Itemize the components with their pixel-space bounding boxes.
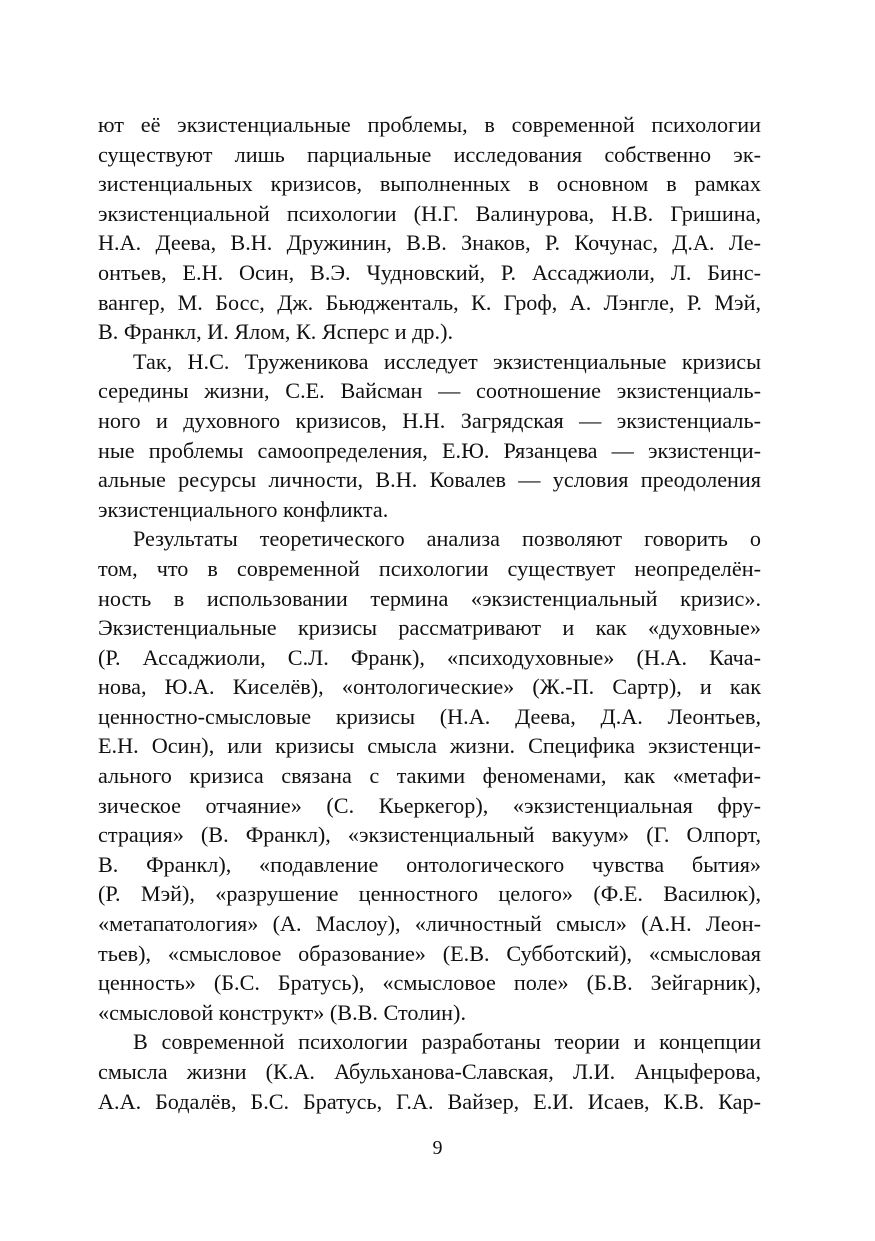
text-line: Результаты теоретического анализа позволяют говорить о xyxy=(133,526,761,552)
text-line: вангер, М. Босс, Дж. Бьюдженталь, К. Гроф, А. Лэнгле, Р. Мэй, xyxy=(98,289,761,315)
text-line: (Р. Ассаджиоли, С.Л. Франк), «психодуховные» (Н.А. Кача- xyxy=(98,644,761,670)
text-line: экзистенциального конфликта. xyxy=(98,496,389,522)
text-line: онтьев, Е.Н. Осин, В.Э. Чудновский, Р. Ассаджиоли, Л. Бинс- xyxy=(98,259,761,285)
text-line: ного и духовного кризисов, Н.Н. Загрядская — экзистенциаль- xyxy=(98,407,761,433)
text-line: тьев), «смысловое образование» (Е.В. Субботский), «смысловая xyxy=(98,940,761,966)
text-line: Е.Н. Осин), или кризисы смысла жизни. Специфика экзистенци- xyxy=(98,733,761,759)
text-line: том, что в современной психологии существует неопределён- xyxy=(98,555,761,581)
text-line: ют её экзистенциальные проблемы, в современной психологии xyxy=(98,112,761,137)
text-line: Экзистенциальные кризисы рассматривают и как «духовные» xyxy=(98,615,761,641)
text-line: страция» (В. Франкл), «экзистенциальный вакуум» (Г. Олпорт, xyxy=(98,822,761,848)
paragraph-3 xyxy=(98,524,761,1027)
paragraph-4 xyxy=(98,1027,761,1116)
paragraph-1 xyxy=(98,110,761,347)
text-line: существуют лишь парциальные исследования собственно эк- xyxy=(98,141,761,167)
text-line: «смысловой конструкт» (В.В. Столин). xyxy=(98,999,466,1025)
text-line: зическое отчаяние» (С. Кьеркегор), «экзистенциальная фру- xyxy=(98,792,761,818)
text-line: ные проблемы самоопределения, Е.Ю. Рязанцева — экзистенци- xyxy=(98,437,761,463)
text-line: ность в использовании термина «экзистенциальный кризис». xyxy=(98,585,761,611)
page-body xyxy=(98,110,761,1116)
text-line: ценность» (Б.С. Братусь), «смысловое поле» (Б.В. Зейгарник), xyxy=(98,970,761,996)
paragraph-2 xyxy=(98,347,761,525)
text-line: зистенциальных кризисов, выполненных в основном в рамках xyxy=(98,171,761,197)
text-line: (Р. Мэй), «разрушение ценностного целого» (Ф.Е. Василюк), xyxy=(98,881,761,907)
text-line: смысла жизни (К.А. Абульханова-Славская, Л.И. Анцыферова, xyxy=(98,1059,761,1084)
text-line: «метапатология» (А. Маслоу), «личностный смысл» (А.Н. Леон- xyxy=(98,911,761,937)
text-line: экзистенциальной психологии (Н.Г. Валинурова, Н.В. Гришина, xyxy=(98,200,761,226)
text-line: альные ресурсы личности, В.Н. Ковалев — условия преодоления xyxy=(98,467,761,493)
page-number: 9 xyxy=(432,1137,443,1159)
text-line: Так, Н.С. Труженикова исследует экзистенциальные кризисы xyxy=(133,348,761,374)
text-line: В. Франкл, И. Ялом, К. Ясперс и др.). xyxy=(98,319,454,345)
text-line: нова, Ю.А. Киселёв), «онтологические» (Ж.-П. Сартр), и как xyxy=(98,674,761,700)
text-line: В. Франкл), «подавление онтологического чувства бытия» xyxy=(98,851,761,877)
text-line: ценностно-смысловые кризисы (Н.А. Деева, Д.А. Леонтьев, xyxy=(98,703,761,729)
text-line: А.А. Бодалёв, Б.С. Братусь, Г.А. Вайзер, Е.И. Исаев, К.В. Кар- xyxy=(98,1088,761,1114)
text-line: середины жизни, С.Е. Вайсман — соотношение экзистенциаль- xyxy=(98,378,761,404)
text-line: ального кризиса связана с такими феноменами, как «метафи- xyxy=(98,763,761,789)
text-line: В современной психологии разработаны теории и концепции xyxy=(133,1029,761,1055)
text-line: Н.А. Деева, В.Н. Дружинин, В.В. Знаков, Р. Кочунас, Д.А. Ле- xyxy=(98,230,761,256)
